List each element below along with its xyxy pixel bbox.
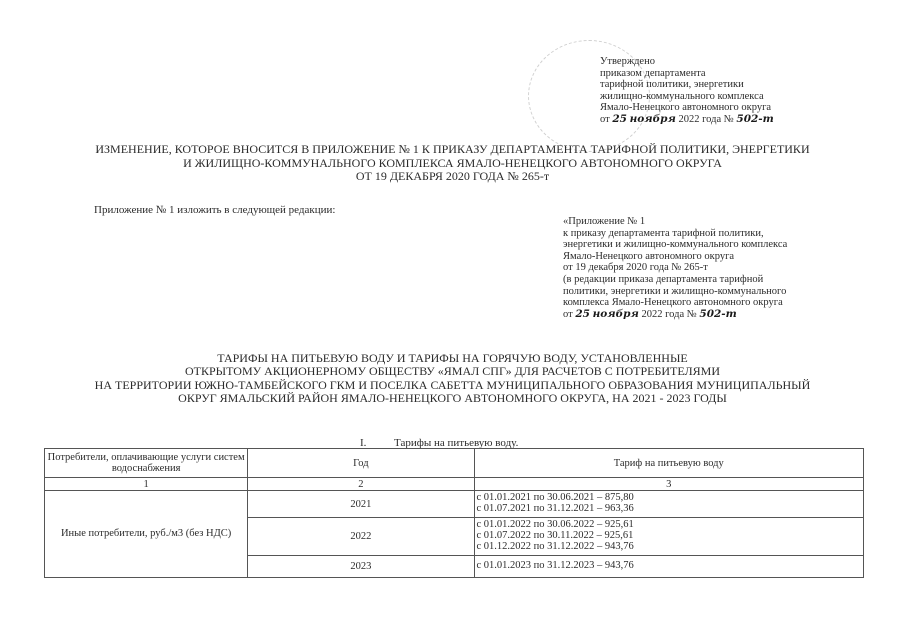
year-cell: 2021 bbox=[248, 491, 474, 518]
tariffs-title-line: НА ТЕРРИТОРИИ ЮЖНО-ТАМБЕЙСКОГО ГКМ И ПОСЕЛКА САБЕТТА МУНИЦИПАЛЬНОГО ОБРАЗОВАНИЯ МУНИЦИПАЛЬНЫЙ bbox=[94, 377, 811, 392]
column-number: 2 bbox=[248, 478, 474, 491]
approval-order-number: 502-т bbox=[736, 112, 774, 125]
annex-line: комплекса Ямало-Ненецкого автономного округа bbox=[563, 297, 783, 309]
title-line: ОТ 19 ДЕКАБРЯ 2020 ГОДА № 265-т bbox=[355, 169, 550, 183]
annex-line: политики, энергетики и жилищно-коммунального bbox=[563, 285, 787, 297]
tariff-period: с 01.01.2023 по 31.12.2023 – 943,76 bbox=[476, 560, 634, 572]
annex-line: к приказу департамента тарифной политики, bbox=[563, 227, 764, 239]
tariff-period: с 01.07.2022 по 30.11.2022 – 925,61 bbox=[476, 530, 634, 542]
document-title bbox=[40, 143, 865, 184]
annex-line: (в редакции приказа департамента тарифной bbox=[563, 273, 764, 285]
tariffs-title-line: ТАРИФЫ НА ПИТЬЕВУЮ ВОДУ И ТАРИФЫ НА ГОРЯЧУЮ ВОДУ, УСТАНОВЛЕННЫЕ bbox=[217, 351, 688, 365]
annex-line: от 19 декабря 2020 года № 265-т bbox=[563, 262, 708, 274]
approval-block bbox=[600, 56, 900, 126]
tariffs-title bbox=[40, 352, 865, 405]
approval-line: тарифной политики, энергетики bbox=[600, 79, 744, 91]
approval-date: от 25 ноября 2022 года № 502-т bbox=[600, 112, 774, 125]
approval-date-day: 25 bbox=[612, 112, 627, 125]
annex-order-number: 502-т bbox=[699, 307, 737, 320]
intro-text: Приложение № 1 изложить в следующей редакции: bbox=[94, 204, 336, 216]
year-cell: 2022 bbox=[248, 518, 474, 556]
periods-cell bbox=[474, 518, 864, 556]
tariff-period: с 01.01.2022 по 30.06.2022 – 925,61 bbox=[476, 519, 634, 531]
tariff-period: с 01.01.2021 по 30.06.2021 – 875,80 bbox=[476, 492, 634, 504]
approval-line: приказом департамента bbox=[600, 67, 706, 79]
annex-date-day: 25 bbox=[575, 307, 590, 320]
column-number: 3 bbox=[474, 478, 864, 491]
approval-line: Утверждено bbox=[600, 56, 655, 67]
periods-cell bbox=[474, 491, 864, 518]
annex-line: энергетики и жилищно-коммунального комплекса bbox=[563, 239, 788, 251]
tariffs-title-line: ОТКРЫТОМУ АКЦИОНЕРНОМУ ОБЩЕСТВУ «ЯМАЛ СПГ» ДЛЯ РАСЧЕТОВ С ПОТРЕБИТЕЛЯМИ bbox=[184, 364, 721, 379]
consumer-cell: Иные потребители, руб./м3 (без НДС) bbox=[45, 491, 248, 578]
approval-date-month: ноября bbox=[629, 112, 676, 125]
approval-line: жилищно-коммунального комплекса bbox=[600, 90, 764, 102]
title-line: ИЗМЕНЕНИЕ, КОТОРОЕ ВНОСИТСЯ В ПРИЛОЖЕНИЕ № 1 К ПРИКАЗУ ДЕПАРТАМЕНТА ТАРИФНОЙ ПОЛИТИКИ, ЭНЕРГЕТИКИ bbox=[95, 142, 810, 156]
annex-date: от 25 ноября 2022 года № 502-т bbox=[563, 307, 737, 320]
annex-block bbox=[563, 216, 883, 320]
column-number: 1 bbox=[45, 478, 248, 491]
annex-line: «Приложение № 1 bbox=[563, 216, 646, 227]
annex-line: Ямало-Ненецкого автономного округа bbox=[563, 250, 735, 262]
title-line: И ЖИЛИЩНО-КОММУНАЛЬНОГО КОМПЛЕКСА ЯМАЛО-НЕНЕЦКОГО АВТОНОМНОГО ОКРУГА bbox=[183, 155, 722, 170]
header-year: Год bbox=[248, 449, 474, 478]
header-tariff: Тариф на питьевую воду bbox=[474, 449, 864, 478]
tariff-period: с 01.12.2022 по 31.12.2022 – 943,76 bbox=[476, 540, 634, 552]
tariff-period: с 01.07.2021 по 31.12.2021 – 963,36 bbox=[476, 503, 634, 514]
annex-date-month: ноября bbox=[592, 307, 639, 320]
section-title-text: Тарифы на питьевую воду. bbox=[394, 437, 519, 449]
section-number: I. bbox=[360, 437, 367, 449]
periods-cell bbox=[474, 556, 864, 578]
header-consumers: Потребители, оплачивающие услуги систем водоснабжения bbox=[45, 449, 248, 478]
tariffs-title-line: ОКРУГ ЯМАЛЬСКИЙ РАЙОН ЯМАЛО-НЕНЕЦКОГО АВТОНОМНОГО ОКРУГА, НА 2021 - 2023 ГОДЫ bbox=[178, 390, 727, 405]
year-cell: 2023 bbox=[248, 556, 474, 578]
table-row bbox=[45, 491, 864, 518]
tariffs-table bbox=[44, 448, 864, 578]
approval-line: Ямало-Ненецкого автономного округа bbox=[600, 102, 772, 114]
